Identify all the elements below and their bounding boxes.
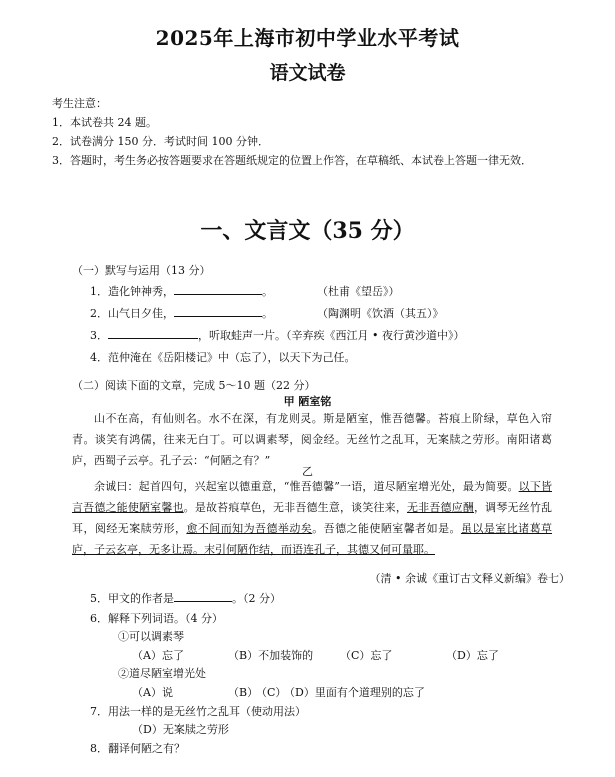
section-title: 一、文言文（35 分） [200,218,415,244]
option-b: （B）不加装饰的 [228,649,314,662]
question-number: 1． [90,285,108,298]
question-text: 山气日夕佳， [108,307,174,320]
question-number: 3． [90,329,108,342]
question-6-1-options [132,647,499,663]
passage-b [72,476,552,560]
question-6-2-label: ②道尽陋室增光处 [118,667,206,680]
notice-heading: 考生注意： [52,97,107,110]
question-number: 5． [90,592,108,605]
passage-source: （清 • 余诚《重订古文释义新编》卷七） [369,572,570,585]
notice-block [52,94,572,170]
question-text: 翻译何陋之有？ [108,742,185,755]
question-3 [90,327,464,343]
answer-blank [174,283,262,295]
exam-title: 2025年上海市初中学业水平考试 [155,26,460,50]
question-6-2-options [132,684,425,700]
question-4 [90,349,356,365]
question-source: （杜甫《望岳》） [317,285,400,298]
question-number: 6． [90,612,108,625]
passage-a-text: 山不在高，有仙则名。水不在深，有龙则灵。斯是陋室，惟吾德馨。苔痕上阶绿，草色入帘青。谈笑有鸿儒，往来无白丁。可以调素琴，阅金经。无丝竹之乱耳，无案牍之劳形。南阳诸葛庐，西蜀子云亭。孔子云：“何陋之有？” [72,412,552,467]
option-c: （C） [256,686,287,699]
paper-title: 语文试卷 [269,62,346,84]
option-a: （A）说 [132,686,173,699]
question-text: ，听取蛙声一片。（辛弃疾《西江月 • 夜行黄沙道中》） [198,329,465,342]
option-a: （A）忘了 [132,649,184,662]
question-text: 造化钟神秀， [108,285,174,298]
notice-item: 3．答题时，考生务必按答题要求在答题纸规定的位置上作答，在草稿纸、本试卷上答题一律无效． [52,154,532,167]
question-1: 1．造化钟神秀， 。 （杜甫《望岳》） [90,285,400,298]
question-6 [90,610,223,626]
passage-b-text: 余诚曰：起首四句，兴起室以德重意，“惟吾德馨”一语，道尽陋室增光处，最为简要。以下皆言吾德之能使陋室馨也。是故苔痕草色，无非吾德生意，谈笑往来，无非吾德应酬，调琴无丝竹乱耳，阅经无案牍劳形，愈不间而知为吾德举动矣。吾德之能使陋室馨者如是。虽以是室比诸葛草庐，子云玄亭，无多让焉。末引何陋作结，而语连孔子，其德又何可量耶。 [72,480,553,556]
question-number: 2． [90,307,108,320]
question-2: 2．山气日夕佳， 。 （陶渊明《饮酒（其五）》 [90,307,444,320]
question-text: 范仲淹在《岳阳楼记》中（忘了），以天下为己任。 [108,351,356,364]
option-d: （D）忘了 [446,649,499,662]
part1-title: （一）默写与运用（13 分） [72,264,211,277]
question-number: 8． [90,742,108,755]
notice-item: 1．本试卷共 24 题。 [52,116,157,129]
passage-b-title: 乙 [302,465,313,478]
question-8 [90,740,185,756]
passage-a [72,408,552,471]
question-text: 甲文的作者是 [108,592,174,605]
option-c: （C）忘了 [340,649,393,662]
answer-blank [174,590,232,602]
question-text: 解释下列词语。（4 分） [108,612,223,625]
answer-blank [174,305,262,317]
part2-title: （二）阅读下面的文章，完成 5～10 题（22 分） [72,379,316,392]
option-b: （B） [228,686,259,699]
question-7-option: （D）无案牍之劳形 [132,723,229,736]
option-d: （D）里面有个道理别的忘了 [284,686,425,699]
question-5: 5．甲文的作者是 。（2 分） [90,592,281,605]
question-source: （陶渊明《饮酒（其五）》 [317,307,444,320]
question-6-1-label: ①可以调素琴 [118,630,184,643]
passage-a-title: 甲 陋室铭 [283,395,332,408]
question-number: 4． [90,351,108,364]
notice-item: 2．试卷满分 150 分．考试时间 100 分钟． [52,135,269,148]
question-number: 7． [90,705,108,718]
question-text: 用法一样的是无丝竹之乱耳（使动用法） [108,705,306,718]
question-7 [90,703,306,719]
answer-blank [108,327,198,339]
